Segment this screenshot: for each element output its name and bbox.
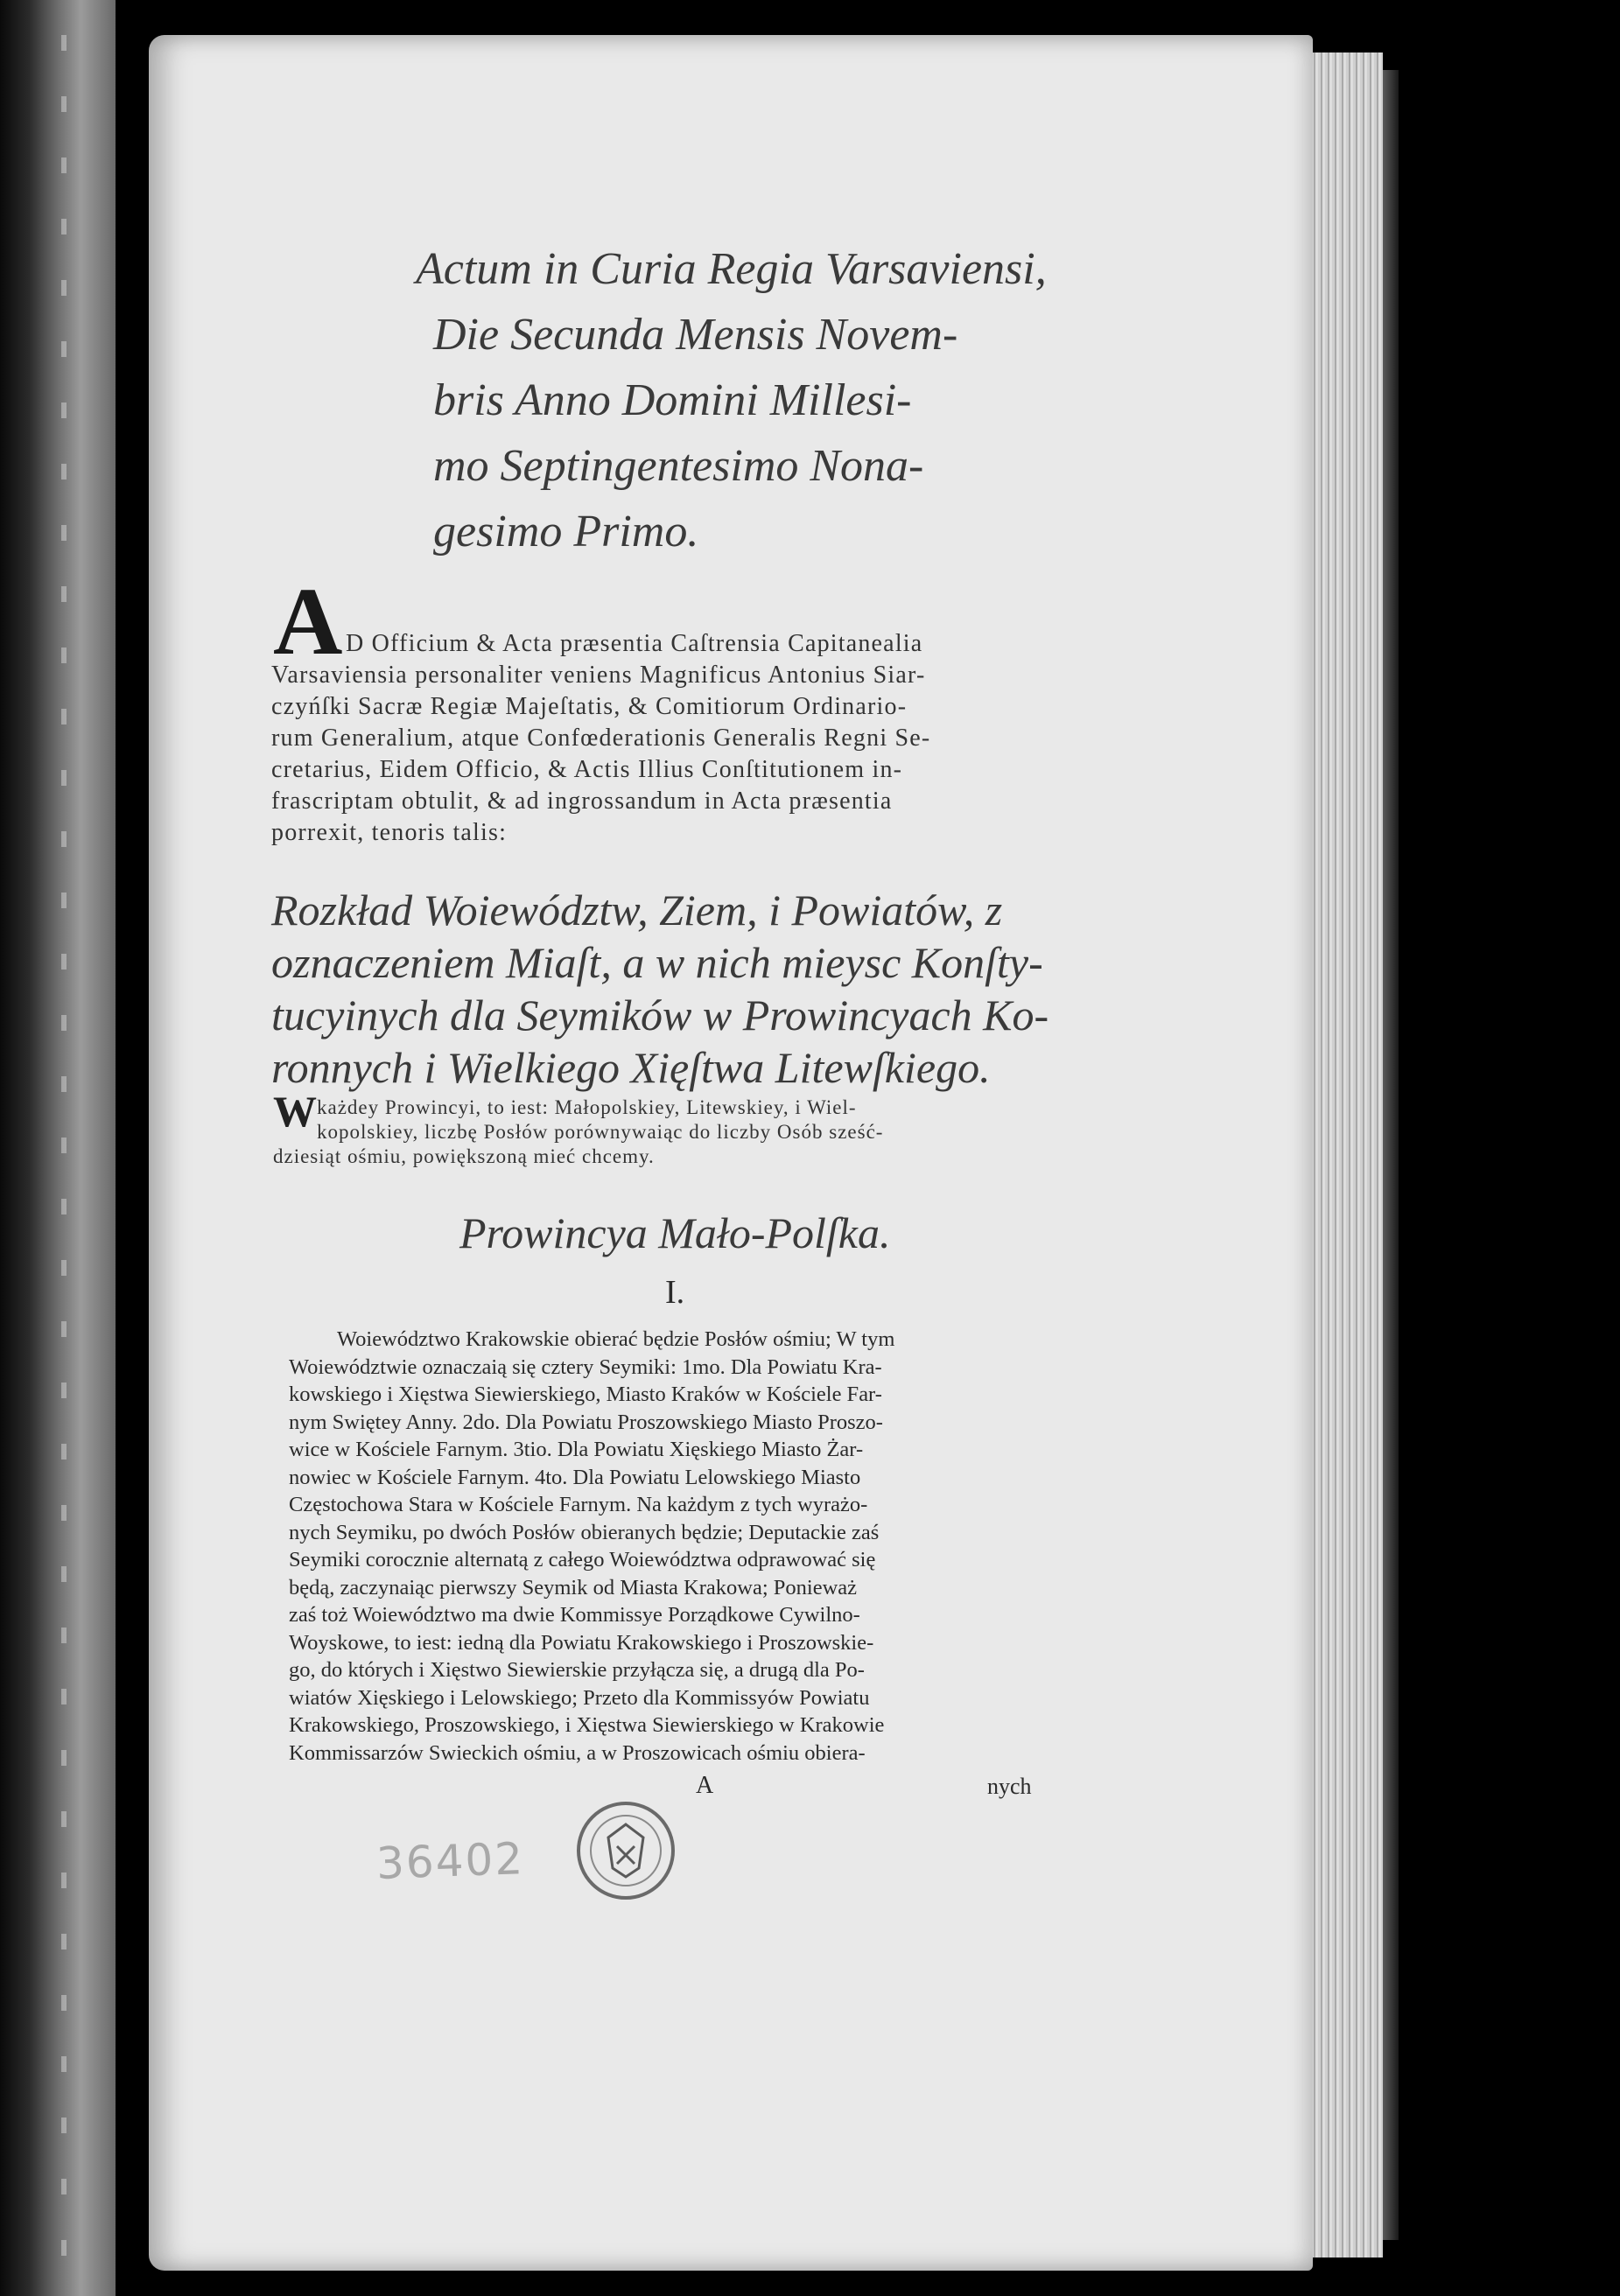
intro-line: D Officium & Acta præsentia Caſtrensia Capitanealia [346, 630, 923, 657]
binding-strip [0, 0, 116, 2296]
intro-line: Varsaviensia personaliter veniens Magnificus Antonius Siar- [271, 662, 926, 689]
page-edges-shadow [1383, 70, 1399, 2240]
body-paragraph [289, 1326, 1094, 1767]
body-line: Woyskowe, to iest: iedną dla Powiatu Krakowskiego i Proszowskie- [289, 1630, 874, 1655]
intro-line: rum Generalium, atque Confœderationis Generalis Regni Se- [271, 724, 931, 752]
heading-line: Die Secunda Mensis Novem- [433, 310, 958, 360]
intro-line: porrexit, tenoris talis: [271, 819, 508, 846]
document-heading [416, 236, 1116, 564]
body-line: Woiewództwie oznaczaią się cztery Seymiki: 1mo. Dla Powiatu Kra- [289, 1354, 882, 1379]
preamble-line: kopolskiey, liczbę Posłów porównywaiąc do liczby Osób sześć- [317, 1121, 884, 1143]
signature-mark: A [696, 1772, 714, 1799]
section-number: I. [665, 1274, 685, 1311]
preamble-line: dziesiąt ośmiu, powiększoną mieć chcemy. [273, 1145, 655, 1167]
section-title-line: tucyinych dla Seymików w Prowincyach Ko- [271, 990, 1049, 1040]
intro-line: cretarius, Eidem Officio, & Actis Illius Conſtitutionem in- [271, 756, 903, 783]
paragraph-initial: W [273, 1087, 317, 1136]
intro-paragraph [271, 628, 1076, 849]
body-line: Woiewództwo Krakowskie obierać będzie Posłów ośmiu; W tym [337, 1327, 895, 1351]
library-stamp-icon [573, 1798, 678, 1903]
body-line: wiatów Xięskiego i Lelowskiego; Przeto dla Kommissyów Powiatu [289, 1685, 870, 1710]
catchword: nych [987, 1774, 1032, 1799]
body-line: Częstochowa Stara w Kościele Farnym. Na każdym z tych wyrażo- [289, 1493, 868, 1516]
intro-line: frascriptam obtulit, & ad ingrossandum in Acta præsentia [271, 788, 893, 815]
drop-cap-initial: A [273, 568, 343, 675]
section-title [271, 884, 1076, 1094]
preamble-line: każdey Prowincyi, to iest: Małopolskiey, Litewskiey, i Wiel- [317, 1096, 857, 1118]
intro-line: czyńſki Sacræ Regiæ Majeſtatis, & Comitiorum Ordinario- [271, 693, 908, 720]
section-title-line: oznaczeniem Miaſt, a w nich mieysc Konſty- [271, 938, 1043, 987]
body-line: nych Seymiku, po dwóch Posłów obieranych będzie; Deputackie zaś [289, 1520, 880, 1544]
section-title-line: ronnych i Wielkiego Xięſtwa Litewſkiego. [271, 1043, 991, 1092]
body-line: go, do których i Xięstwo Siewierskie przyłącza się, a drugą dla Po- [289, 1658, 865, 1682]
heading-line: bris Anno Domini Millesi- [433, 375, 912, 425]
body-line: zaś toż Woiewództwo ma dwie Kommissye Porządkowe Cywilno- [289, 1603, 860, 1627]
body-line: wice w Kościele Farnym. 3tio. Dla Powiatu Xięskiego Miasto Żar- [289, 1438, 864, 1461]
preamble-paragraph [273, 1096, 1087, 1169]
body-line: będą, zaczynaiąc pierwszy Seymik od Miasta Krakowa; Ponieważ [289, 1575, 858, 1600]
heading-line: gesimo Primo. [433, 507, 699, 556]
body-line: Krakowskiego, Proszowskiego, i Xięstwa Siewierskiego w Krakowie [289, 1713, 885, 1737]
body-line: Kommissarzów Swieckich ośmiu, a w Proszowicach ośmiu obiera- [289, 1740, 866, 1765]
province-heading: Prowincya Mało-Polſka. [459, 1208, 891, 1257]
handwritten-inventory-number: 36402 [375, 1833, 526, 1889]
section-title-line: Rozkład Woiewództw, Ziem, i Powiatów, z [271, 886, 1003, 934]
body-line: kowskiego i Xięstwa Siewierskiego, Miasto Kraków w Kościele Far- [289, 1382, 882, 1406]
page-edges [1304, 52, 1383, 2258]
body-line: nowiec w Kościele Farnym. 4to. Dla Powiatu Lelowskiego Miasto [289, 1465, 861, 1489]
heading-line: mo Septingentesimo Nona- [433, 441, 924, 491]
body-line: nym Swiętey Anny. 2do. Dla Powiatu Proszowskiego Miasto Proszo- [289, 1410, 883, 1434]
body-line: Seymiki corocznie alternatą z całego Woiewództwa odprawować się [289, 1548, 876, 1572]
heading-line: Actum in Curia Regia Varsaviensi, [416, 244, 1047, 294]
